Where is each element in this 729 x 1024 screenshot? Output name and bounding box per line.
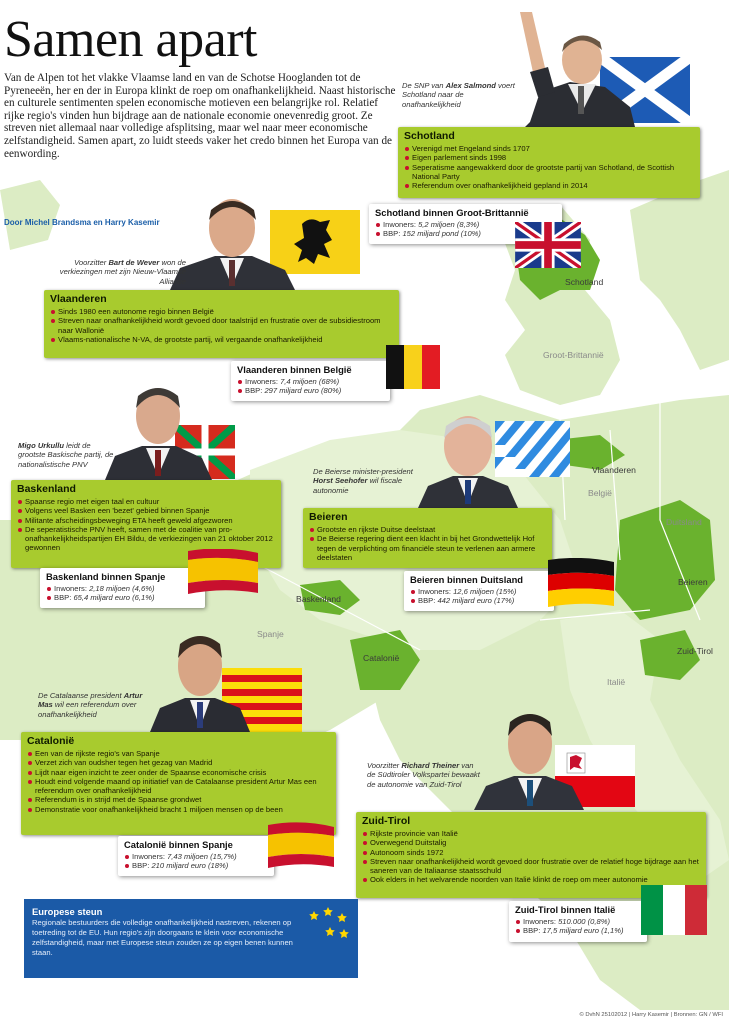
stat-row-bbp: BBP: 297 miljard euro (80%) [237,386,385,395]
list-item: Grootste en rijkste Duitse deelstaat [309,525,547,534]
card-european-support [24,899,358,978]
land-ireland [0,180,60,250]
list-item: Verzet zich van oudsher tegen het gezag van Madrid [27,758,331,767]
stat-bavaria-title: Beieren binnen Duitsland [410,574,524,585]
caption-horst-seehofer: De Beierse minister-president Horst Seehofer wil fiscale autonomie [313,467,413,495]
caption-richard-theiner: Voorzitter Richard Theiner van de Südtiroler Volkspartei bewaakt de autonomie van Zuid-Tirol [367,761,480,789]
stat-row-bbp: BBP: 65,4 miljard euro (6,1%) [46,593,200,602]
map-label-belgium: België [588,488,612,498]
map-label-south-tyrol: Zuid-Tirol [677,646,713,656]
map-label-flanders: Vlaanderen [592,465,636,475]
eu-stars-icon [304,905,354,945]
stat-flanders-title: Vlaanderen binnen België [237,364,352,375]
map-label-bavaria: Beieren [678,577,708,587]
list-item: Overwegend Duitstalig [362,838,701,847]
list-item: Vlaams-nationalische N-VA, de grootste partij, wil vergaande onafhankelijkheid [50,335,394,344]
flag-spain [188,549,258,595]
list-item: Autonoom sinds 1972 [362,848,701,857]
card-flanders-title: Vlaanderen [50,293,107,305]
stat-south-tyrol-title: Zuid-Tirol binnen Italië [515,904,616,915]
flag-spain [268,822,334,870]
stat-catalonia [118,836,274,876]
list-item: Verenigd met Engeland sinds 1707 [404,144,695,153]
stat-row-bbp: BBP: 210 miljard euro (18%) [124,861,269,870]
portrait-richard-theiner [474,700,584,810]
list-item: Volgens veel Basken een 'bezet' gebied binnen Spanje [17,506,276,515]
map-label-germany: Duitsland [666,517,702,527]
list-item: Seperatisme aangewakkerd door de grootste partij van Schotland, de Scottish National Party [404,163,695,182]
stat-row-inwoners: Inwoners: 7,43 miljoen (15,7%) [124,852,269,861]
card-catalonia [21,732,336,835]
stat-row-inwoners: Inwoners: 12,6 miljoen (15%) [410,587,549,596]
portrait-inigo-urkullu [100,372,215,480]
flag-germany [548,558,614,608]
card-flanders [44,290,399,358]
caption-artur-mas: De Catalaanse president Artur Mas wil een referendum over onafhankelijkheid [38,691,143,719]
list-item: Eigen parlement sinds 1998 [404,153,695,162]
stat-row-bbp: BBP: 152 miljard pond (10%) [375,229,557,238]
caption-inigo-urkullu: Migo Urkullu leidt de grootste Baskische partij, de nationalistische PNV [18,441,114,469]
list-item: Referendum over onafhankelijkheid gepland in 2014 [404,181,695,190]
list-item: Militante afscheidingsbeweging ETA heeft geweld afgezworen [17,516,276,525]
stat-row-inwoners: Inwoners: 510.000 (0,8%) [515,917,642,926]
list-item: Demonstratie voor onafhankelijkheid bracht 1 miljoen mensen op de been [27,805,331,814]
portrait-bart-de-wever [170,190,295,290]
map-label-great-britain: Groot-Brittannië [543,350,604,360]
stat-row-bbp: BBP: 442 miljard euro (17%) [410,596,549,605]
card-bavaria-title: Beieren [309,511,348,523]
flag-united-kingdom [515,222,581,268]
list-item: Ook elders in het welvarende noorden van Italië klinkt de roep om meer autonomie [362,875,701,884]
map-label-italy: Italië [607,677,626,687]
list-item: De seperatistische PNV heeft, samen met de coalitie van pro-onafhankelijkheidspartijen EH Bildu, de verkiezingen van 21 oktober 2012 gewonnen [17,525,276,553]
card-scotland [398,127,700,198]
list-item: Streven naar onafhankelijkheid wordt gevoed door frustratie over de relatief hoge bijdrage aan het saneren van de Italiaanse staatsschuld [362,857,701,876]
map-label-scotland: Schotland [565,277,604,287]
list-item: Een van de rijkste regio's van Spanje [27,749,331,758]
card-bavaria [303,508,552,568]
stat-bavaria [404,571,554,611]
card-south-tyrol-title: Zuid-Tirol [362,815,411,827]
footer-credits: © DvhN 25102012 | Harry Kasemir | Bronnen: GN / WFI [579,1012,723,1018]
caption-alex-salmond: De SNP van Alex Salmond voert Schotland naar de onafhankelijkheid [402,81,515,109]
card-scotland-title: Schotland [404,130,455,142]
stat-row-bbp: BBP: 17,5 miljard euro (1,1%) [515,926,642,935]
list-item: Lijdt naar eigen inzicht te zeer onder de Spaanse economische crisis [27,768,331,777]
portrait-horst-seehofer [418,404,518,508]
portrait-artur-mas [150,620,250,732]
stat-catalonia-title: Catalonië binnen Spanje [124,839,233,850]
stat-row-inwoners: Inwoners: 2,18 miljoen (4,6%) [46,584,200,593]
list-item: Houdt eind volgende maand op initiatief van de Catalaanse president Artur Mas een referendum over onafhankelijkheid [27,777,331,796]
flag-belgium [386,345,440,389]
byline: Door Michel Brandsma en Harry Kasemir [4,218,160,227]
caption-bart-de-wever: Voorzitter Bart de Wever won de verkiezingen met zijn Nieuw-Vlaamse Alliantie [59,258,186,286]
page-title: Samen apart [4,11,257,68]
stat-flanders [231,361,390,401]
flag-italy [641,885,707,935]
map-label-basque: Baskenland [296,594,341,604]
card-catalonia-title: Catalonië [27,735,75,747]
list-item: Sinds 1980 een autonome regio binnen België [50,307,394,316]
stat-row-inwoners: Inwoners: 5,2 miljoen (8,3%) [375,220,557,229]
list-item: Spaanse regio met eigen taal en cultuur [17,497,276,506]
list-item: Streven naar onafhankelijkheid wordt gevoed door taalstrijd en frustratie over de subsidiestroom naar Wallonië [50,316,394,335]
card-european-support-title: Europese steun [32,906,103,917]
land-scandinavia [630,170,729,370]
card-european-support-text: Regionale bestuurders die volledige onafhankelijkheid nastreven, rekenen op toetreding tot de EU. Hun regio's zijn doorgaans te klein voor economische zelfstandigheid, maar met Europese steun zouden ze op eigen benen kunnen staan. [32,918,293,957]
stat-row-inwoners: Inwoners: 7,4 miljoen (68%) [237,377,385,386]
list-item: Referendum is in strijd met de Spaanse grondwet [27,795,331,804]
intro-text: Van de Alpen tot het vlakke Vlaamse land en van de Schotse Hooglanden tot de Pyreneeën, her en der in Europa klinkt de roep om onafhankelijkheid. Naast historische en culturele sentimenten spelen economische motieven een belangrijke rol. Relatief rijke regio's vinden hun bijdrage aan de nationale economie onevenredig groot. Ze streven niet allemaal naar volledige afsplitsing, maar wel naar meer economische zelfstandigheid. Samen apart, zo luidt steeds vaker het credo binnen het Europa van de eenwording. [4,72,396,160]
list-item: De Beierse regering dient een klacht in bij het Grondwettelijk Hof tegen de verplichting om financiële steun te verlenen aan armere deelstaten [309,534,547,562]
card-basque-title: Baskenland [17,483,76,495]
stat-scotland-title: Schotland binnen Groot-Brittannië [375,207,529,218]
stat-south-tyrol [509,901,647,942]
stat-basque-title: Baskenland binnen Spanje [46,571,166,582]
list-item: Rijkste provincie van Italië [362,829,701,838]
portrait-alex-salmond [510,12,640,127]
stat-basque [40,568,205,608]
map-label-catalonia: Catalonië [363,653,400,663]
map-label-spain: Spanje [257,629,284,639]
